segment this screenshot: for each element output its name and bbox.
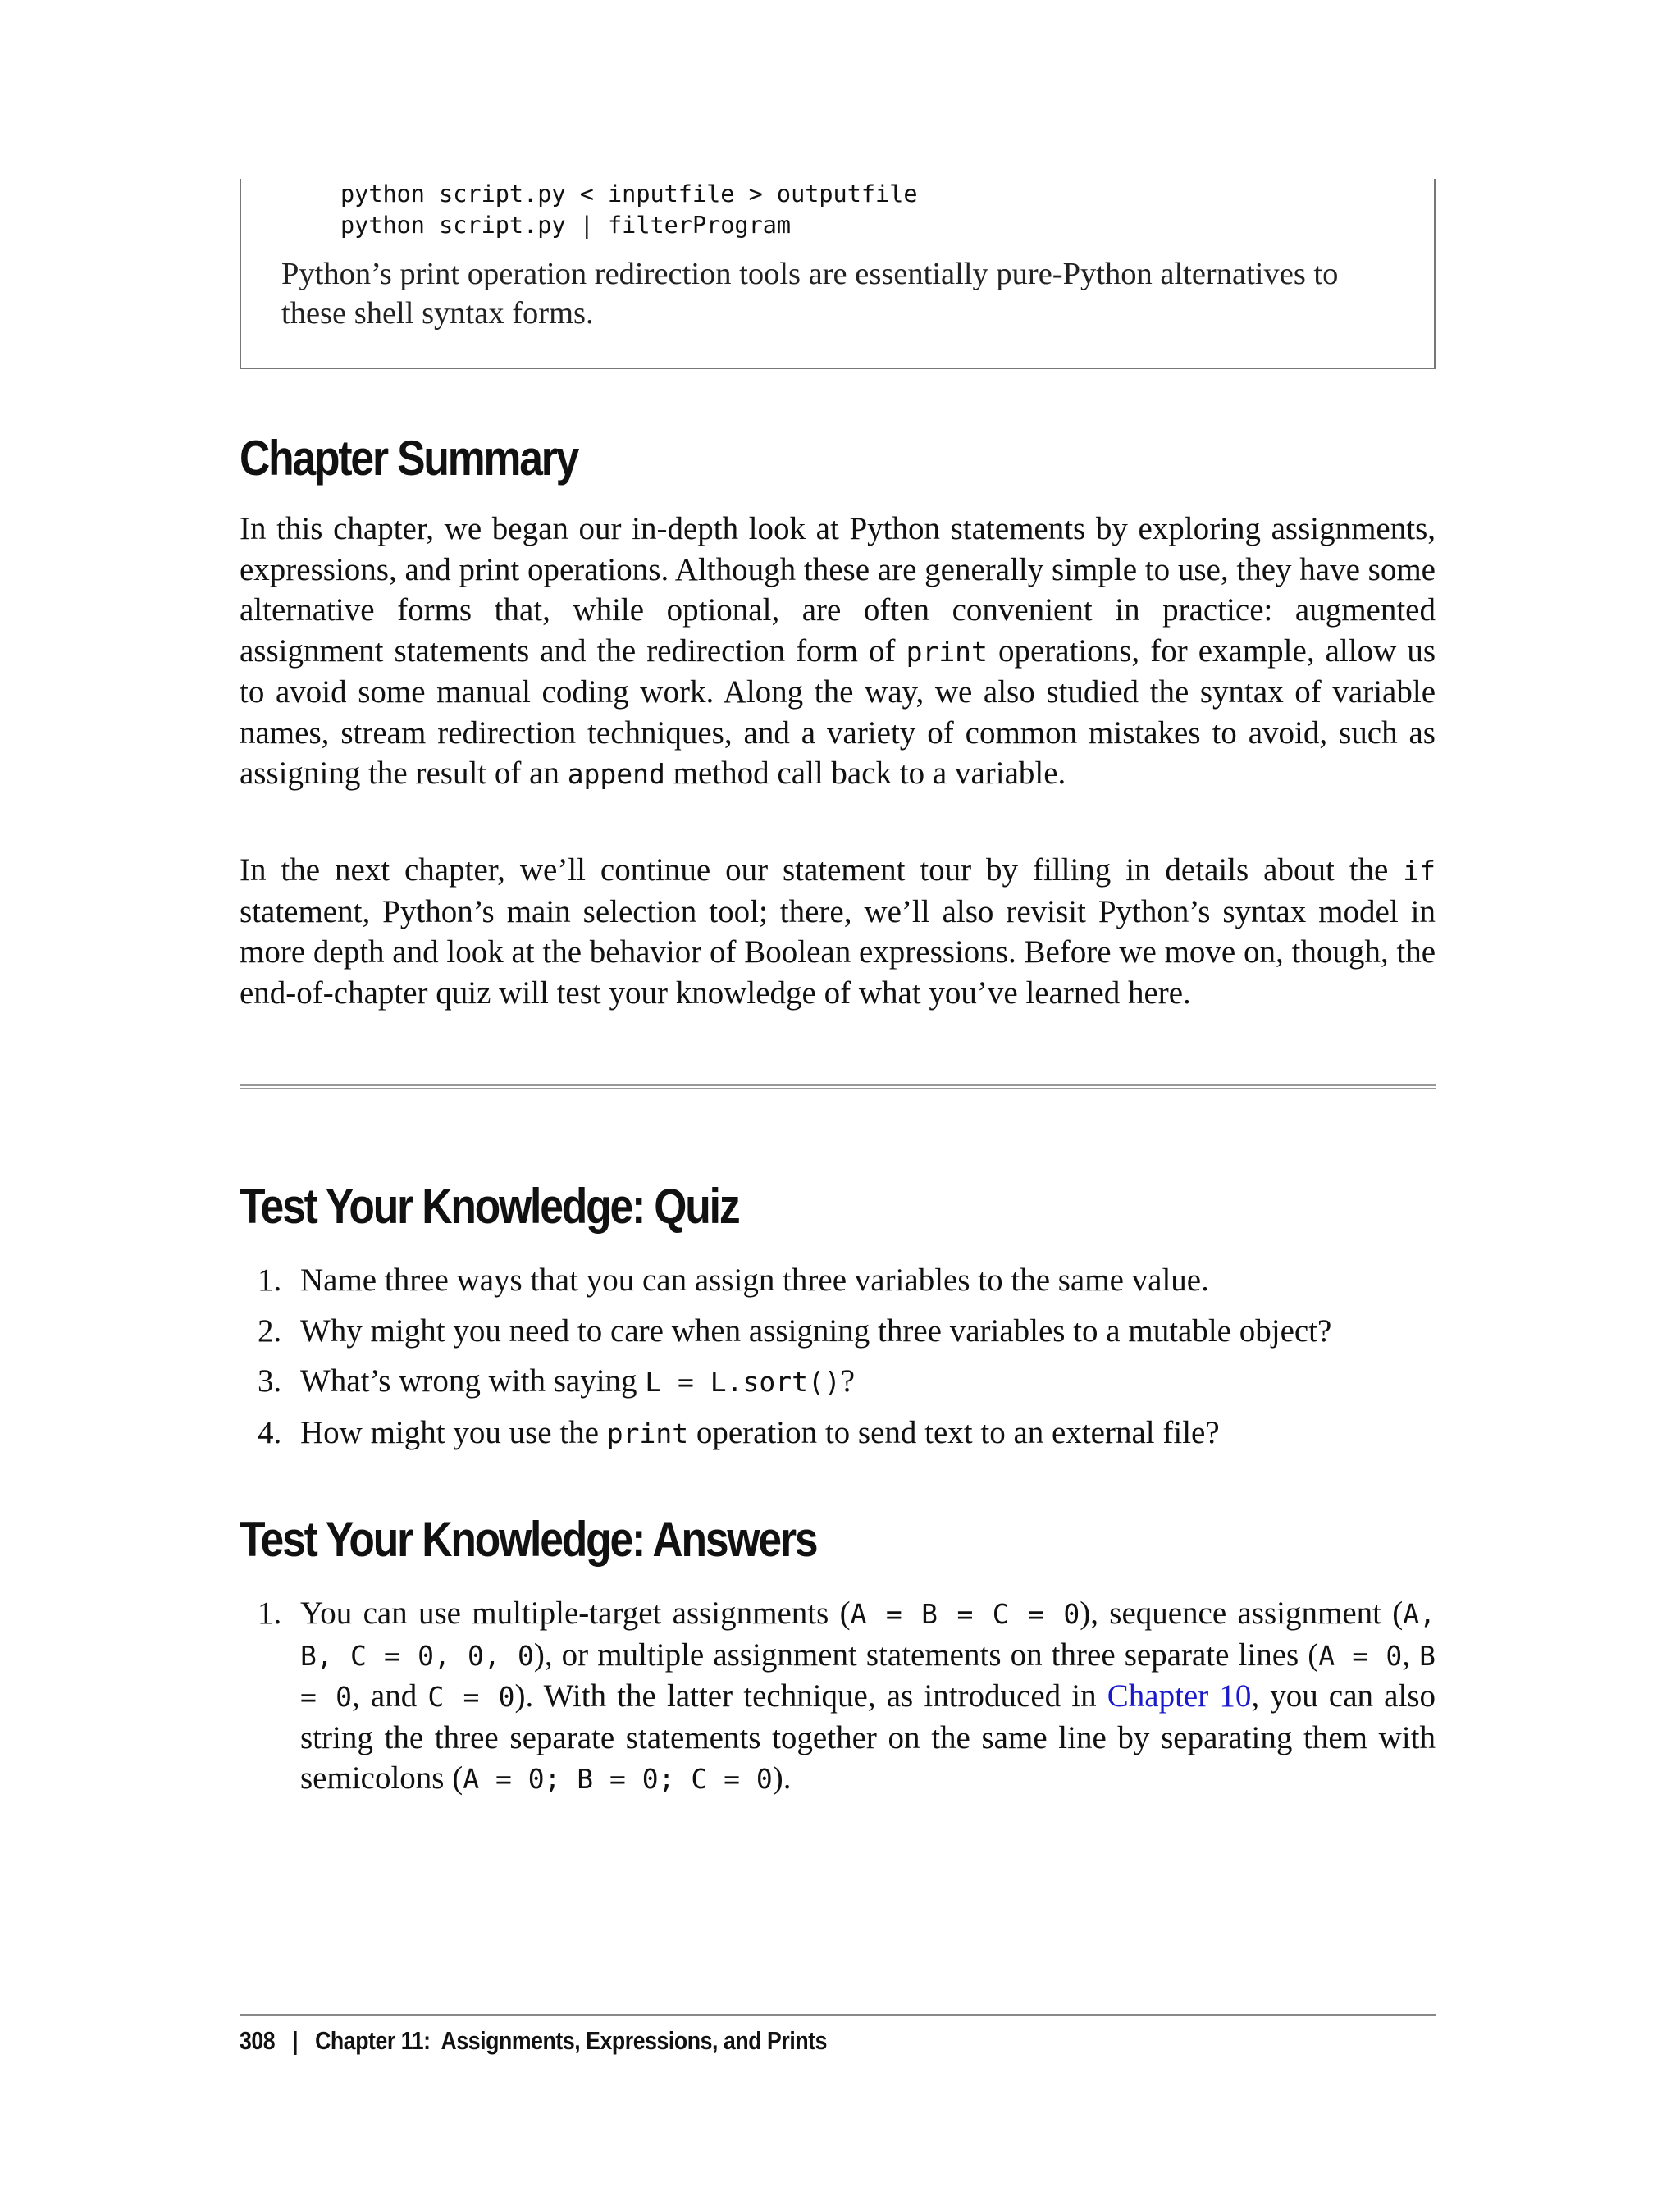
inline-code: A = 0 [1318, 1639, 1403, 1672]
running-chapter-title: Chapter 11: Assignments, Expressions, and Prints [315, 2026, 828, 2055]
inline-code: if [1403, 855, 1436, 887]
sidebar-paragraph: Python’s print operation redirection tools are essentially pure-Python alternatives to these shell syntax forms. [281, 257, 1339, 331]
inline-code: append [567, 758, 665, 790]
summary-paragraph-2: In the next chapter, we’ll continue our statement tour by filling in details about the if statement, Python’s main selection tool; there, we’ll also revisit Python’s syntax model in more depth and look at the behavior of Boolean expressions. Before we move on, though, the end-of-chapter quiz will test your knowledge of what you’ve learned here. [240, 852, 1436, 1011]
summary-paragraph-1: In this chapter, we began our in-depth look at Python statements by exploring assignments, expressions, and print operations. Although these are generally simple to use, they have some alternative forms that, while optional, are often convenient in practice: augmented assignment statements and the redirection form of print operations, for example, allow us to avoid some manual coding work. Along the way, we also studied the syntax of variable names, stream redirection techniques, and a variety of common mistakes to avoid, such as assigning the result of an append method call back to a variable. [240, 511, 1436, 791]
quiz-item: 4. How might you use the print operation to send text to an external file? [240, 1413, 1436, 1454]
inline-code: A, B, C = 0, 0, 0 [300, 1598, 1436, 1672]
code-line: python script.py | filterProgram [340, 212, 792, 239]
inline-code: A = B = C = 0 [850, 1598, 1080, 1630]
page-footer [240, 2026, 827, 2056]
page-number: 308 [240, 2026, 276, 2055]
inline-code: L = L.sort() [645, 1366, 841, 1398]
inline-code: C = 0 [427, 1681, 515, 1713]
footer-rule [240, 2014, 1436, 2016]
inline-code: print [906, 635, 988, 668]
item-number: 3. [258, 1363, 282, 1399]
quiz-list [240, 1260, 1436, 1463]
quiz-item: 3. What’s wrong with saying L = L.sort()? [240, 1361, 1436, 1403]
sidebar-box [240, 179, 1436, 369]
quiz-item: 1. Name three ways that you can assign three variables to the same value. [240, 1260, 1436, 1301]
quiz-heading: Test Your Knowledge: Quiz [240, 1179, 739, 1234]
section-divider [240, 1084, 1436, 1089]
item-number: 4. [258, 1414, 282, 1450]
shell-code-block [340, 179, 918, 241]
footer-separator: | [292, 2026, 299, 2055]
item-number: 2. [258, 1312, 282, 1349]
answer-item: 1. You can use multiple-target assignments (A = B = C = 0), sequence assignment (A, B, C = 0, 0, 0), or multiple assignment statements on three separate lines (A = 0, B = 0, and C = 0). With the latter technique, as introduced in Chapter 10, you can also string the three separate statements together on the same line by separating them with semicolons (A = 0; B = 0; C = 0). [240, 1593, 1436, 1800]
inline-code: A = 0; B = 0; C = 0 [463, 1763, 773, 1795]
answers-list [240, 1593, 1436, 1800]
answers-heading: Test Your Knowledge: Answers [240, 1512, 817, 1567]
chapter-10-link[interactable]: Chapter 10 [1107, 1678, 1252, 1714]
quiz-item: 2. Why might you need to care when assigning three variables to a mutable object? [240, 1311, 1436, 1352]
inline-code: print [606, 1417, 689, 1449]
item-number: 1. [258, 1596, 282, 1631]
inline-code: B = 0 [300, 1639, 1436, 1713]
code-line: python script.py < inputfile > outputfile [340, 180, 918, 208]
chapter-summary-heading: Chapter Summary [240, 431, 578, 486]
item-number: 1. [258, 1262, 282, 1298]
